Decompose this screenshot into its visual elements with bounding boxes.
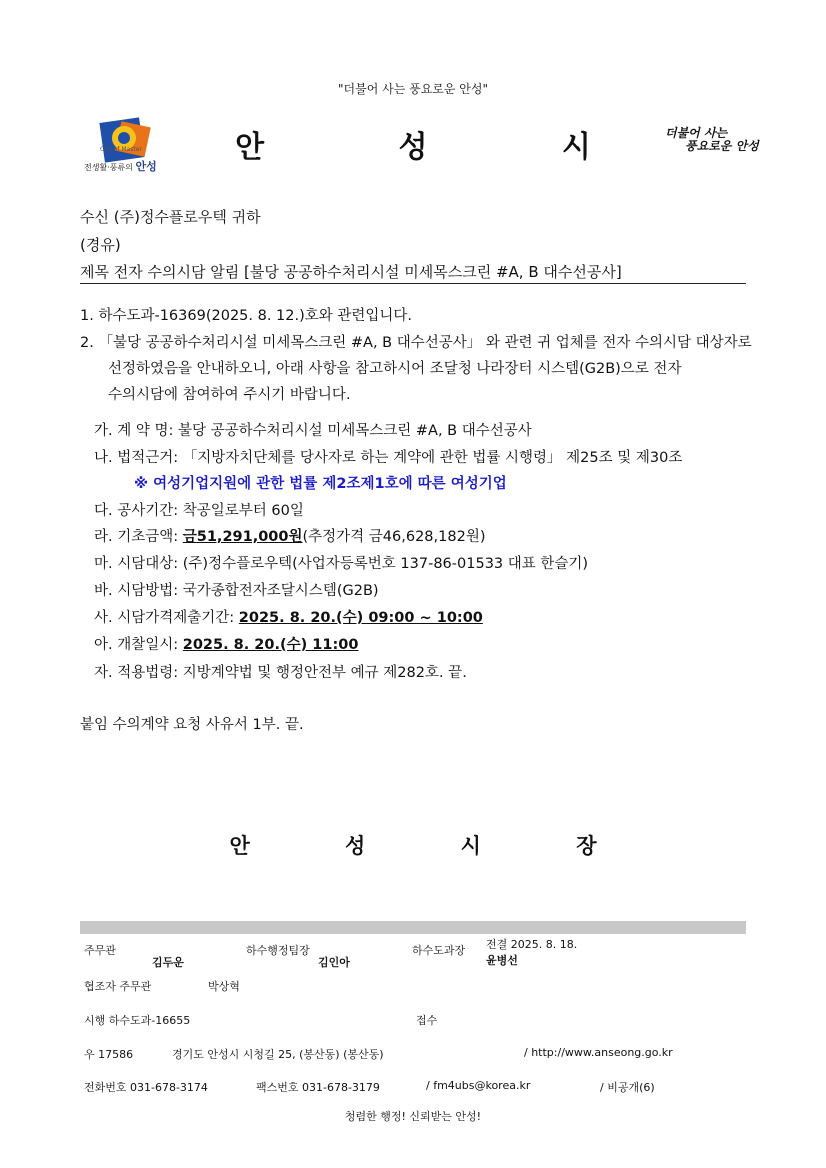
signature: 안 성 시 장 <box>229 834 641 858</box>
phone-number: 전화번호 031-678-3174 <box>84 1081 208 1094</box>
header-divider <box>80 283 746 284</box>
item-ga: 가. 계 약 명: 불당 공공하수처리시설 미세목스크린 #A, B 대수선공사 <box>94 423 532 439</box>
item-sa <box>94 606 483 627</box>
document-title: 안 성 시 <box>235 130 653 165</box>
item-sa-prefix: 사. 시담가격제출기간: <box>94 610 239 626</box>
base-amount: 금51,291,000원 <box>182 529 303 545</box>
drafter-name: 김두운 <box>152 956 184 969</box>
item-ja: 자. 적용법령: 지방계약법 및 행정안전부 예규 제282호. 끝. <box>94 665 467 681</box>
recipient: 수신 (주)정수플로우텍 귀하 <box>80 208 261 226</box>
logo-caption-prefix: 전생활·풍류의 <box>84 163 136 172</box>
item-na-note: ※ 여성기업지원에 관한 법률 제2조제1호에 따른 여성기업 <box>134 476 507 492</box>
team-name: 김인아 <box>318 956 350 969</box>
email-link[interactable]: / fm4ubs@korea.kr <box>426 1079 531 1092</box>
item-2-line2: 선정하였음을 안내하오니, 아래 사항을 참고하시어 조달청 나라장터 시스템(G2B)으로 전자 <box>108 361 682 377</box>
slogan: "더불어 사는 풍요로운 안성" <box>338 82 488 96</box>
item-1: 1. 하수도과-16369(2025. 8. 12.)호와 관련입니다. <box>80 308 413 324</box>
right-logo-line1: 더불어 사는 <box>665 126 728 140</box>
opening-datetime: 2025. 8. 20.(수) 11:00 <box>182 637 359 653</box>
disclosure-status: / 비공개(6) <box>600 1081 655 1094</box>
execution-number: 시행 하수도과-16655 <box>84 1014 191 1027</box>
item-ma: 마. 시담대상: (주)정수플로우텍(사업자등록번호 137-86-01533 대표 한슬기) <box>94 556 589 572</box>
logo-caption-name: 안성 <box>135 160 157 173</box>
subject: 제목 전자 수의시담 알림 [불당 공공하수처리시설 미세목스크린 #A, B 대수선공사] <box>80 263 622 281</box>
director-name: 윤병선 <box>486 954 518 967</box>
item-ba: 바. 시담방법: 국가종합전자조달시스템(G2B) <box>94 583 379 599</box>
drafter-label: 주무관 <box>84 944 116 957</box>
item-ra <box>94 525 486 546</box>
via: (경유) <box>80 236 121 254</box>
right-slogan-logo <box>665 127 759 153</box>
submission-period: 2025. 8. 20.(수) 09:00 ~ 10:00 <box>238 610 483 626</box>
director-label: 하수도과장 <box>412 944 466 957</box>
postal-code: 우 17586 <box>84 1048 134 1061</box>
item-a <box>94 633 358 654</box>
item-a-prefix: 아. 개찰일시: <box>94 637 183 653</box>
item-na: 나. 법적근거: 「지방자치단체를 당사자로 하는 계약에 관한 법률 시행령」 제25조 및 제30조 <box>94 450 683 466</box>
item-ra-suffix: (추정가격 금46,628,182원) <box>302 529 486 545</box>
fax-number: 팩스번호 031-678-3179 <box>256 1081 380 1094</box>
motto: 청렴한 행정! 신뢰받는 안성! <box>344 1110 482 1123</box>
coop-label: 협조자 주무관 <box>84 980 152 993</box>
receipt: 접수 <box>416 1014 438 1027</box>
team-label: 하수행정팀장 <box>246 944 310 957</box>
item-2-line3: 수의시담에 참여하여 주시기 바랍니다. <box>108 387 351 403</box>
attachment: 붙임 수의계약 요청 사유서 1부. 끝. <box>80 717 304 733</box>
website-link[interactable]: / http://www.anseong.go.kr <box>524 1046 673 1059</box>
item-2-line1: 2. 「불당 공공하수처리시설 미세목스크린 #A, B 대수선공사」 와 관련 귀 업체를 전자 수의시담 대상자로 <box>80 335 752 351</box>
item-ra-prefix: 라. 기초금액: <box>94 529 183 545</box>
logo-caption-small: City of Master <box>100 146 142 153</box>
office-address: 경기도 안성시 시청길 25, (봉산동) (봉산동) <box>172 1048 384 1061</box>
item-da: 다. 공사기간: 착공일로부터 60일 <box>94 503 304 519</box>
right-logo-line2: 풍요로운 안성 <box>685 139 759 153</box>
approval-date: 전결 2025. 8. 18. <box>486 938 578 951</box>
coop-name: 박상혁 <box>208 980 240 993</box>
footer-bar <box>80 921 746 934</box>
